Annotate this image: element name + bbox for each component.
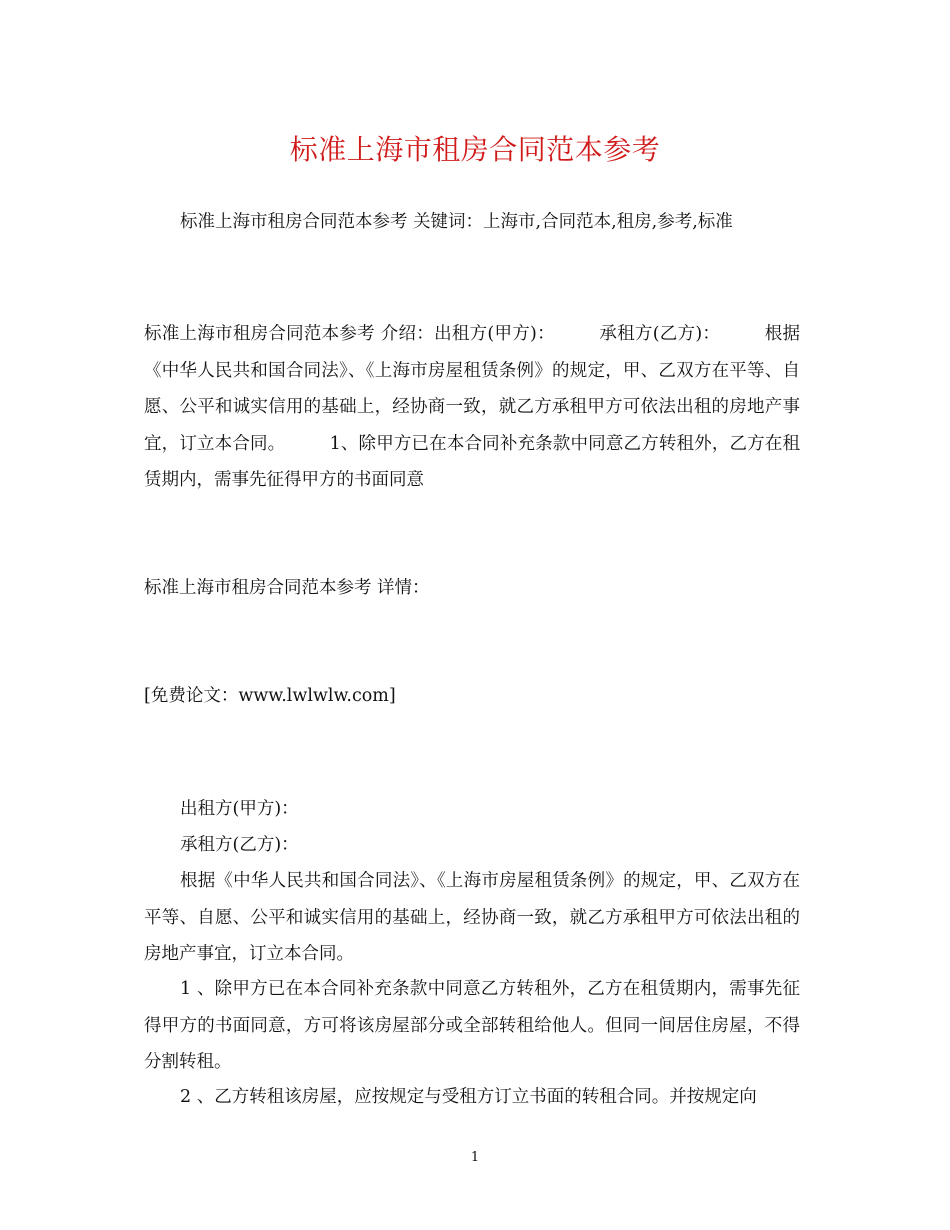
clause-1-paragraph: 1 、除甲方已在本合同补充条款中同意乙方转租外，乙方在租赁期内，需事先征得甲方的书面同意，方可将该房屋部分或全部转租给他人。但同一间居住房屋，不得分割转租。 <box>144 979 800 1072</box>
intro-paragraph: 标准上海市租房合同范本参考 介绍：出租方(甲方)： 承租方(乙方)： 根据《中华人民共和国合同法》、《上海市房屋租赁条例》的规定，甲、乙双方在平等、自愿、公平和诚实信用的基础上，经协商一致，就乙方承租甲方可依法出租的房地产事宜，订立本合同。 1、除甲方已在本合同补充条款中同意乙方转租外，乙方在租赁期内，需事先征得甲方的书面同意 <box>144 324 800 490</box>
page-number: 1 <box>470 1150 480 1165</box>
contract-paragraph: 根据《中华人民共和国合同法》、《上海市房屋租赁条例》的规定，甲、乙双方在平等、自愿、公平和诚实信用的基础上，经协商一致，就乙方承租甲方可依法出租的房地产事宜，订立本合同。 <box>144 871 800 964</box>
keywords-line: 标准上海市租房合同范本参考 关键词：上海市,合同范本,租房,参考,标准 <box>180 212 733 232</box>
document-title: 标准上海市租房合同范本参考 <box>289 133 661 166</box>
lessee-line: 承租方(乙方)： <box>180 835 299 855</box>
clause-2-paragraph: 2 、乙方转租该房屋，应按规定与受租方订立书面的转租合同。并按规定向 <box>180 1087 757 1107</box>
free-paper-link[interactable]: [免费论文：www.lwlwlw.com] <box>144 686 396 706</box>
details-label: 标准上海市租房合同范本参考 详情： <box>144 578 430 598</box>
lessor-line: 出租方(甲方)： <box>180 799 299 819</box>
